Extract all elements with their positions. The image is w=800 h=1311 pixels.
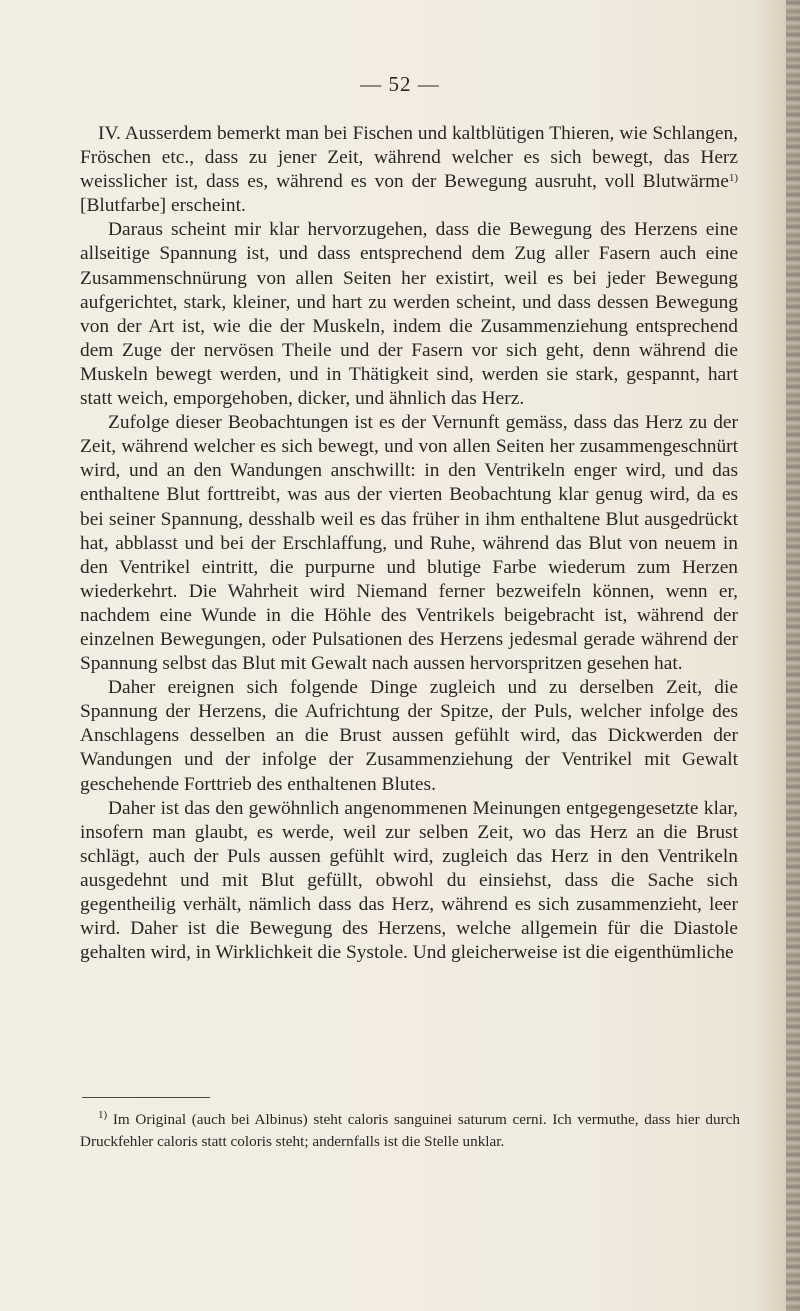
paragraph-1-text-end: [Blutfarbe] erscheint. xyxy=(80,195,246,217)
paragraph-2: Daraus scheint mir klar hervorzugehen, dass die Bewegung des Herzens eine allseitige Spannung ist, und dass entsprechend dem Zug aller Fasern auch eine Zusammenschnürung von allen Seiten her existirt, weil es bei jeder Bewegung aufgerichtet, stark, kleiner, und hart zu werden scheint, und dass dessen Bewegung von der Art ist, wie die der Muskeln, indem die Zusammenziehung entsprechend dem Zuge der nervösen Theile und der Fasern vor sich geht, denn während die Muskeln bewegt werden, und in Thätigkeit sind, werden sie stark, gespannt, hart statt weich, emporgehoben, dicker, und ähnlich das Herz. xyxy=(80,219,738,410)
page-edge-shadow xyxy=(786,0,800,1311)
footnote xyxy=(80,1109,740,1152)
footnote-reference: 1) xyxy=(728,172,738,185)
footnote-divider xyxy=(82,1097,210,1098)
paragraph-4: Daher ereignen sich folgende Dinge zugleich und zu derselben Zeit, die Spannung der Herzens, die Aufrichtung der Spitze, der Puls, welcher infolge des Anschlagens desselben an die Brust aussen gefühlt wird, das Dickwerden der Wandungen und der infolge der Zusammenziehung der Ventrikel mit Gewalt geschehende Forttrieb des enthaltenen Blutes. xyxy=(80,677,738,795)
paragraph-5: Daher ist das den gewöhnlich angenommenen Meinungen entgegengesetzte klar, insofern man glaubt, es werde, weil zur selben Zeit, wo das Herz an die Brust schlägt, auch der Puls aussen gefühlt wird, zugleich das Herz in den Ventrikeln ausgedehnt und mit Blut gefüllt, obwohl du einsiehst, dass die Sache sich gegentheilig verhält, nämlich dass das Herz, während es sich zusammenzieht, leer wird. Daher ist die Bewegung des Herzens, welche allgemein für die Diastole gehalten wird, in Wirklichkeit die Systole. Und gleicherweise ist die eigenthümliche xyxy=(80,797,738,964)
paragraph-1 xyxy=(80,122,738,218)
main-text xyxy=(80,122,738,965)
page-number: — 52 — xyxy=(360,72,440,96)
paragraph-1-text: IV. Ausserdem bemerkt man bei Fischen und kaltblütigen Thieren, wie Schlangen, Fröschen etc., dass zu jener Zeit, während welcher es sich bewegt, das Herz weisslicher ist, dass es, während es von der Bewegung ausruht, voll Blutwärme xyxy=(80,123,738,193)
paragraph-3: Zufolge dieser Beobachtungen ist es der Vernunft gemäss, dass das Herz zu der Zeit, während welcher es sich bewegt, und von allen Seiten her zusammengeschnürt wird, und an den Wandungen anschwillt: in den Ventrikeln enger wird, und das enthaltene Blut forttreibt, was aus der vierten Beobachtung klar genug wird, da es bei seiner Spannung, desshalb weil es das früher in ihm enthaltene Blut ausgedrückt hat, abblasst und bei der Erschlaffung, und Ruhe, während das Blut von neuem in den Ventrikel eintritt, die purpurne und blutige Farbe wiederum zum Herzen wiederkehrt. Die Wahrheit wird Niemand ferner bezweifeln können, wenn er, nachdem eine Wunde in die Höhle des Ventrikels beigebracht ist, während der einzelnen Bewegungen, oder Pulsationen des Herzens jedesmal gerade während der Spannung selbst das Blut mit Gewalt nach aussen hervorspritzen gesehen hat. xyxy=(80,412,738,675)
footnote-marker: 1) xyxy=(98,1109,108,1121)
footnote-paragraph xyxy=(80,1109,740,1152)
footnote-text: Im Original (auch bei Albinus) steht caloris sanguinei saturum cerni. Ich vermuthe, dass hier durch Druckfehler caloris statt coloris steht; andernfalls ist die Stelle unklar. xyxy=(80,1111,740,1150)
